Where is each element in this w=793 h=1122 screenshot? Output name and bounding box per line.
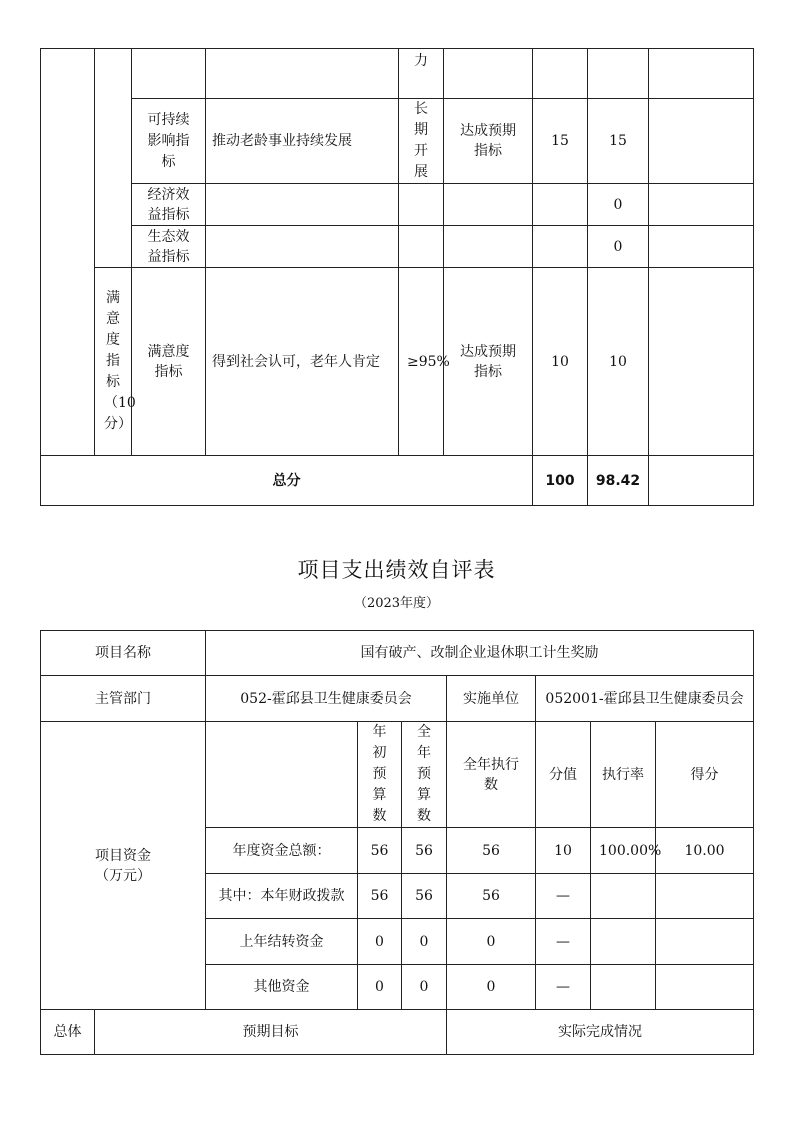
- project-name-label: 项目名称: [41, 631, 206, 676]
- page-title: 项目支出绩效自评表: [297, 558, 496, 582]
- table-row: [41, 631, 754, 676]
- score-cell: 0: [588, 184, 649, 226]
- target-cell: [399, 184, 444, 226]
- page-subtitle: （2023年度）: [353, 596, 440, 611]
- executed-cell: 0: [447, 965, 536, 1010]
- content-cell: 推动老龄事业持续发展: [206, 99, 399, 184]
- annual-cell: 56: [402, 828, 447, 874]
- initial-cell: 56: [358, 828, 402, 874]
- score-cell: [656, 965, 754, 1010]
- row-label: 年度资金总额：: [206, 828, 358, 874]
- indicator-cell: 经济效益指标: [132, 184, 206, 226]
- satisfaction-category-cell: 满意度指标（10分）: [95, 268, 132, 456]
- rate-cell: [591, 965, 656, 1010]
- score-cell: 10.00: [656, 828, 754, 874]
- row-label: 上年结转资金: [206, 919, 358, 965]
- score-cell: 15: [588, 99, 649, 184]
- indicator-cell: 生态效益指标: [132, 226, 206, 268]
- indicator-cell: 满意度指标: [132, 268, 206, 456]
- actual-cell: [444, 226, 533, 268]
- content-cell: 得到社会认可，老年人肯定: [206, 268, 399, 456]
- project-self-evaluation-table: [40, 630, 754, 1055]
- expected-goal-label: 预期目标: [95, 1010, 447, 1055]
- row-label: 其中：本年财政拨款: [206, 874, 358, 919]
- note-cell: [649, 99, 754, 184]
- impl-label: 实施单位: [447, 676, 536, 722]
- subcategory-cell-blank: [95, 49, 132, 268]
- executed-cell: 56: [447, 828, 536, 874]
- content-cell: [206, 226, 399, 268]
- target-cell: 长期开展: [399, 99, 444, 184]
- dept-value: 052-霍邱县卫生健康委员会: [206, 676, 447, 722]
- content-cell: [206, 49, 399, 99]
- initial-cell: 0: [358, 919, 402, 965]
- rate-cell: [591, 919, 656, 965]
- weight-cell: 15: [533, 99, 588, 184]
- note-cell: [649, 226, 754, 268]
- actual-cell: [444, 184, 533, 226]
- executed-cell: 0: [447, 919, 536, 965]
- funds-label: [41, 722, 206, 1010]
- total-label: 总分: [41, 456, 533, 506]
- row-label: 其他资金: [206, 965, 358, 1010]
- target-cell: 力: [399, 49, 444, 99]
- table-row: [41, 268, 754, 456]
- actual-cell: 达成预期指标: [444, 268, 533, 456]
- dept-label: 主管部门: [41, 676, 206, 722]
- funds-label-text: 项目资金（万元）: [95, 847, 151, 884]
- total-score: 98.42: [588, 456, 649, 506]
- score-cell: 0: [588, 226, 649, 268]
- table-row: [41, 676, 754, 722]
- impl-value: 052001-霍邱县卫生健康委员会: [536, 676, 754, 722]
- header-exec-rate: 执行率: [591, 722, 656, 828]
- table-row: [41, 49, 754, 99]
- table-row: [41, 184, 754, 226]
- note-cell: [649, 49, 754, 99]
- weight-cell: [533, 49, 588, 99]
- weight-cell: —: [536, 919, 591, 965]
- header-blank: [206, 722, 358, 828]
- content-cell: [206, 184, 399, 226]
- initial-cell: 0: [358, 965, 402, 1010]
- target-cell: [399, 226, 444, 268]
- weight-cell: [533, 184, 588, 226]
- weight-cell: —: [536, 874, 591, 919]
- total-row: [41, 456, 754, 506]
- weight-cell: [533, 226, 588, 268]
- score-cell: [656, 874, 754, 919]
- total-weight: 100: [533, 456, 588, 506]
- annual-cell: 56: [402, 874, 447, 919]
- header-annual-budget: 全年预算数: [402, 722, 447, 828]
- table-row: [41, 226, 754, 268]
- actual-cell: 达成预期指标: [444, 99, 533, 184]
- score-cell: [656, 919, 754, 965]
- table-header-row: [41, 722, 754, 828]
- note-cell: [649, 268, 754, 456]
- annual-cell: 0: [402, 965, 447, 1010]
- rate-cell: [591, 874, 656, 919]
- rate-cell: 100.00%: [591, 828, 656, 874]
- goal-label: 总体: [41, 1010, 95, 1055]
- actual-completion-label: 实际完成情况: [447, 1010, 754, 1055]
- target-cell: ≥95%: [399, 268, 444, 456]
- annual-cell: 0: [402, 919, 447, 965]
- executed-cell: 56: [447, 874, 536, 919]
- header-weight: 分值: [536, 722, 591, 828]
- performance-indicator-table: [40, 48, 754, 506]
- weight-cell: 10: [536, 828, 591, 874]
- indicator-cell: [132, 49, 206, 99]
- table-row: [41, 99, 754, 184]
- initial-cell: 56: [358, 874, 402, 919]
- header-initial-budget: 年初预算数: [358, 722, 402, 828]
- category-cell-blank: [41, 49, 95, 456]
- weight-cell: —: [536, 965, 591, 1010]
- weight-cell: 10: [533, 268, 588, 456]
- note-cell: [649, 184, 754, 226]
- header-score: 得分: [656, 722, 754, 828]
- indicator-cell: 可持续影响指标: [132, 99, 206, 184]
- score-cell: [588, 49, 649, 99]
- score-cell: 10: [588, 268, 649, 456]
- goal-header-row: [41, 1010, 754, 1055]
- note-cell: [649, 456, 754, 506]
- project-name-value: 国有破产、改制企业退休职工计生奖励: [206, 631, 754, 676]
- actual-cell: [444, 49, 533, 99]
- header-executed: 全年执行数: [447, 722, 536, 828]
